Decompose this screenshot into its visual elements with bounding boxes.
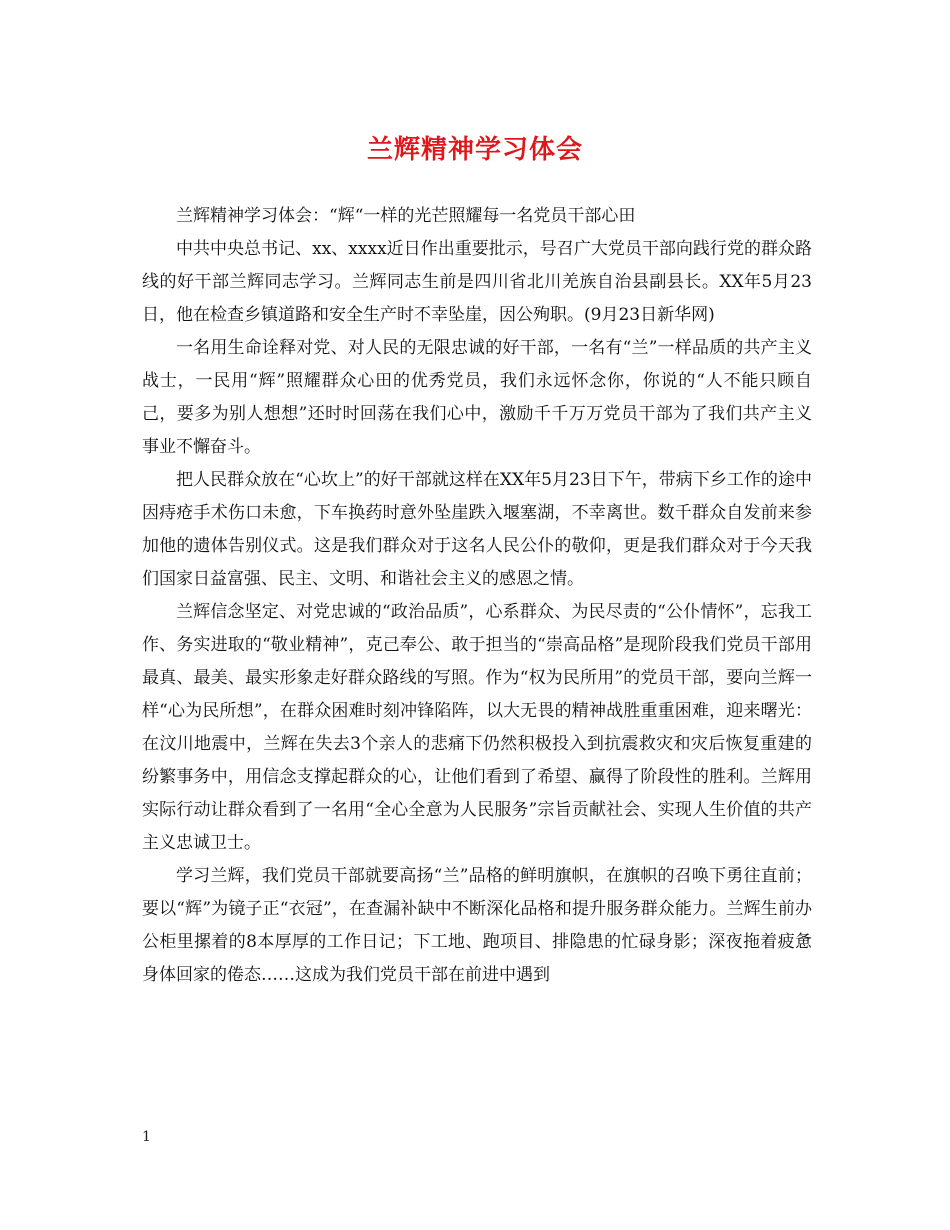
document-body — [142, 200, 812, 992]
paragraph-qualities: 兰辉信念坚定、对党忠诚的“政治品质”，心系群众、为民尽责的“公仆情怀”，忘我工作、务实进取的“敬业精神”，克己奉公、敢于担当的“崇高品格”是现阶段我们党员干部用最真、最美、最实形象走好群众路线的写照。作为“权为民所用”的党员干部，要向兰辉一样“心为民所想”，在群众困难时刻冲锋陷阵，以大无畏的精神战胜重重困难，迎来曙光：在汶川地震中，兰辉在失去3个亲人的悲痛下仍然积极投入到抗震救灾和灾后恢复重建的纷繁事务中，用信念支撑起群众的心，让他们看到了希望、赢得了阶段性的胜利。兰辉用实际行动让群众看到了一名用“全心全意为人民服务”宗旨贡献社会、实现人生价值的共产主义忠诚卫士。 — [142, 602, 812, 853]
page-number: 1 — [142, 1129, 151, 1145]
paragraph-passing: 把人民群众放在“心坎上”的好干部就这样在XX年5月23日下午，带病下乡工作的途中因痔疮手术伤口未愈，下车换药时意外坠崖跌入堰塞湖，不幸离世。数千群众自发前来参加他的遗体告别仪式。这是我们群众对于这名人民公仆的敬仰，更是我们群众对于今天我们国家日益富强、民主、文明、和谐社会主义的感恩之情。 — [142, 470, 812, 589]
paragraph-subtitle: 兰辉精神学习体会：“辉“一样的光芒照耀每一名党员干部心田 — [176, 206, 636, 226]
document-title: 兰辉精神学习体会 — [366, 135, 583, 165]
paragraph-news: 中共中央总书记、xx、xxxx近日作出重要批示，号召广大党员干部向践行党的群众路线的好干部兰辉同志学习。兰辉同志生前是四川省北川羌族自治县副县长。XX年5月23日，他在检查乡镇道路和安全生产时不幸坠崖，因公殉职。(9月23日新华网) — [142, 239, 812, 325]
paragraph-learning: 学习兰辉，我们党员干部就要高扬“兰”品格的鲜明旗帜，在旗帜的召唤下勇往直前；要以“辉”为镜子正“衣冠”，在查漏补缺中不断深化品格和提升服务群众能力。兰辉生前办公柜里摞着的8本厚厚的工作日记；下工地、跑项目、排隐患的忙碌身影；深夜拖着疲惫身体回家的倦态……这成为我们党员干部在前进中遇到 — [142, 866, 812, 985]
paragraph-tribute: 一名用生命诠释对党、对人民的无限忠诚的好干部，一名有“兰”一样品质的共产主义战士，一民用“辉”照耀群众心田的优秀党员，我们永远怀念你，你说的“人不能只顾自己，要多为别人想想”还时时回荡在我们心中，激励千千万万党员干部为了我们共产主义事业不懈奋斗。 — [142, 338, 812, 457]
